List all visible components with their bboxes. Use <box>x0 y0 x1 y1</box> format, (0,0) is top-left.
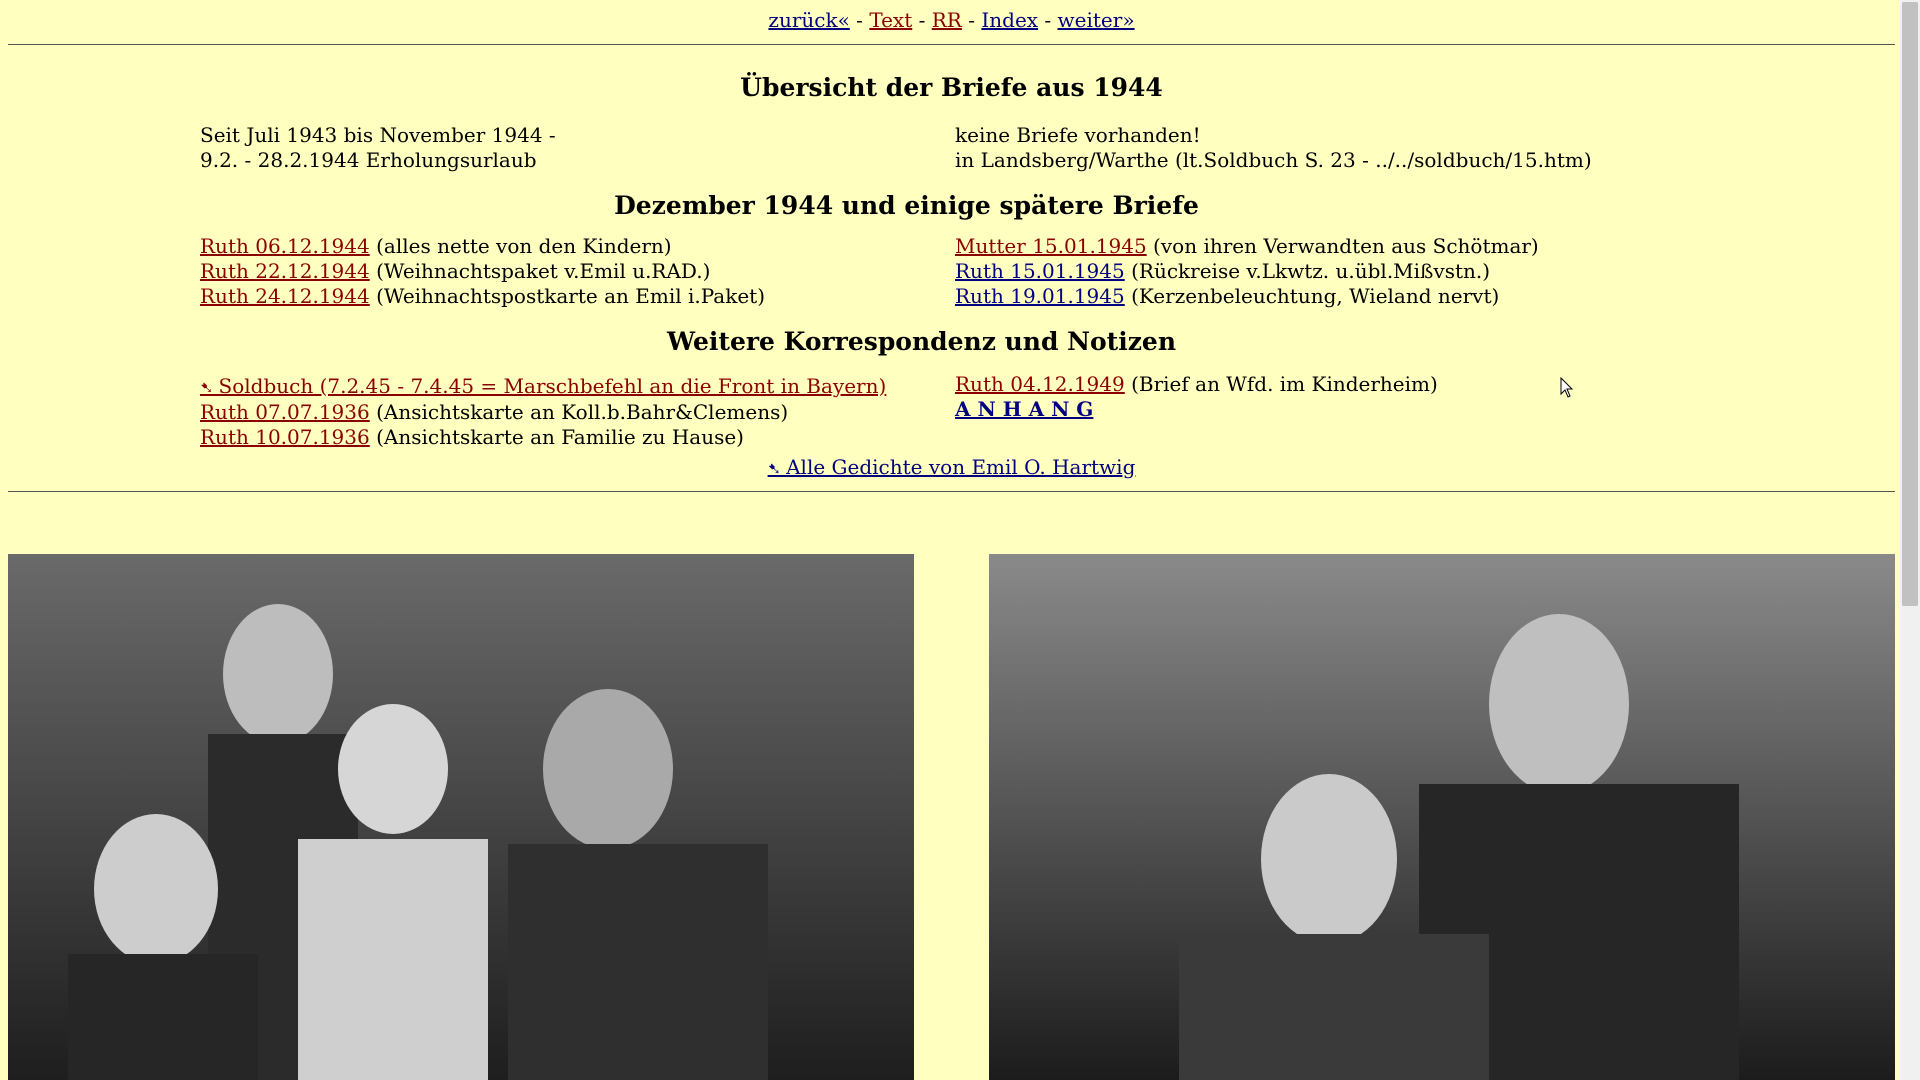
soldbuch-link[interactable] <box>200 374 886 398</box>
poems-row <box>8 455 1895 479</box>
page-content <box>8 0 1895 492</box>
intro-left-line-2: 9.2. - 28.2.1944 Erholungsurlaub <box>200 148 537 172</box>
list-item <box>200 425 955 450</box>
nav-separator: - <box>912 8 932 32</box>
top-divider <box>8 44 1895 45</box>
arrow-link-icon: ➷ <box>200 378 219 397</box>
mouse-cursor-icon <box>1560 377 1574 403</box>
list-item <box>955 397 1895 422</box>
section-heading-december: Dezember 1944 und einige spätere Briefe <box>614 191 1199 220</box>
letter-note: (Kerzenbeleuchtung, Wieland nervt) <box>1124 284 1500 308</box>
family-photo-right <box>989 554 1895 1080</box>
section-correspondence-list <box>8 372 1895 450</box>
list-item <box>200 374 955 400</box>
nav-index-link[interactable]: Index <box>981 8 1039 32</box>
list-item <box>200 284 955 309</box>
nav-next-link[interactable]: weiter» <box>1057 8 1135 32</box>
nav-back-link[interactable]: zurück« <box>768 8 850 32</box>
letter-note: (alles nette von den Kindern) <box>369 234 672 258</box>
intro-block <box>8 123 1895 173</box>
poems-link[interactable] <box>768 455 1136 479</box>
list-item <box>200 259 955 284</box>
scrollbar-thumb[interactable] <box>1902 2 1918 606</box>
letter-link[interactable]: Ruth 22.12.1944 <box>200 259 370 283</box>
top-navigation <box>8 0 1895 36</box>
soldbuch-link-label: Soldbuch (7.2.45 - 7.4.45 = Marschbefehl an die Front in Bayern) <box>218 374 887 398</box>
section-heading-correspondence: Weitere Korrespondenz und Notizen <box>666 327 1177 356</box>
photo-row <box>8 554 1895 1080</box>
letter-note: (Weihnachtspostkarte an Emil i.Paket) <box>369 284 766 308</box>
intro-left-line-1: Seit Juli 1943 bis November 1944 - <box>200 123 556 147</box>
letter-note: (Ansichtskarte an Familie zu Hause) <box>369 425 744 449</box>
letter-note: (Brief an Wfd. im Kinderheim) <box>1124 372 1438 396</box>
section-december-list <box>8 234 1895 309</box>
page-title: Übersicht der Briefe aus 1944 <box>740 73 1163 102</box>
nav-separator: - <box>849 8 870 32</box>
letter-note: (Ansichtskarte an Koll.b.Bahr&Clemens) <box>369 400 789 424</box>
letter-link[interactable]: Ruth 10.07.1936 <box>200 425 370 449</box>
letter-link[interactable]: Ruth 15.01.1945 <box>955 259 1125 283</box>
nav-text-link[interactable]: Text <box>869 8 913 32</box>
list-item <box>200 400 955 425</box>
poems-link-label: Alle Gedichte von Emil O. Hartwig <box>786 455 1136 479</box>
family-photo-left <box>8 554 914 1080</box>
list-item <box>955 284 1895 309</box>
nav-rr-link[interactable]: RR <box>931 8 962 32</box>
list-item <box>200 234 955 259</box>
letter-link[interactable]: Ruth 04.12.1949 <box>955 372 1125 396</box>
list-item <box>955 259 1895 284</box>
letter-link[interactable]: Ruth 07.07.1936 <box>200 400 370 424</box>
letter-note: (Weihnachtspaket v.Emil u.RAD.) <box>369 259 711 283</box>
anhang-link[interactable]: A N H A N G <box>955 397 1094 421</box>
intro-right-line-2: in Landsberg/Warthe (lt.Soldbuch S. 23 - ../../soldbuch/15.htm) <box>955 148 1592 172</box>
arrow-link-icon: ➷ <box>767 459 787 478</box>
nav-separator: - <box>961 8 982 32</box>
letter-note: (Rückreise v.Lkwtz. u.übl.Mißvstn.) <box>1124 259 1491 283</box>
nav-separator: - <box>1038 8 1058 32</box>
letter-link[interactable]: Ruth 19.01.1945 <box>955 284 1125 308</box>
list-item <box>955 234 1895 259</box>
intro-right-line-1: keine Briefe vorhanden! <box>955 123 1201 147</box>
list-item <box>955 372 1895 397</box>
vertical-scrollbar[interactable] <box>1900 0 1920 1080</box>
bottom-divider <box>8 491 1895 492</box>
letter-link[interactable]: Ruth 24.12.1944 <box>200 284 370 308</box>
letter-note: (von ihren Verwandten aus Schötmar) <box>1146 234 1539 258</box>
letter-link[interactable]: Mutter 15.01.1945 <box>955 234 1147 258</box>
letter-link[interactable]: Ruth 06.12.1944 <box>200 234 370 258</box>
